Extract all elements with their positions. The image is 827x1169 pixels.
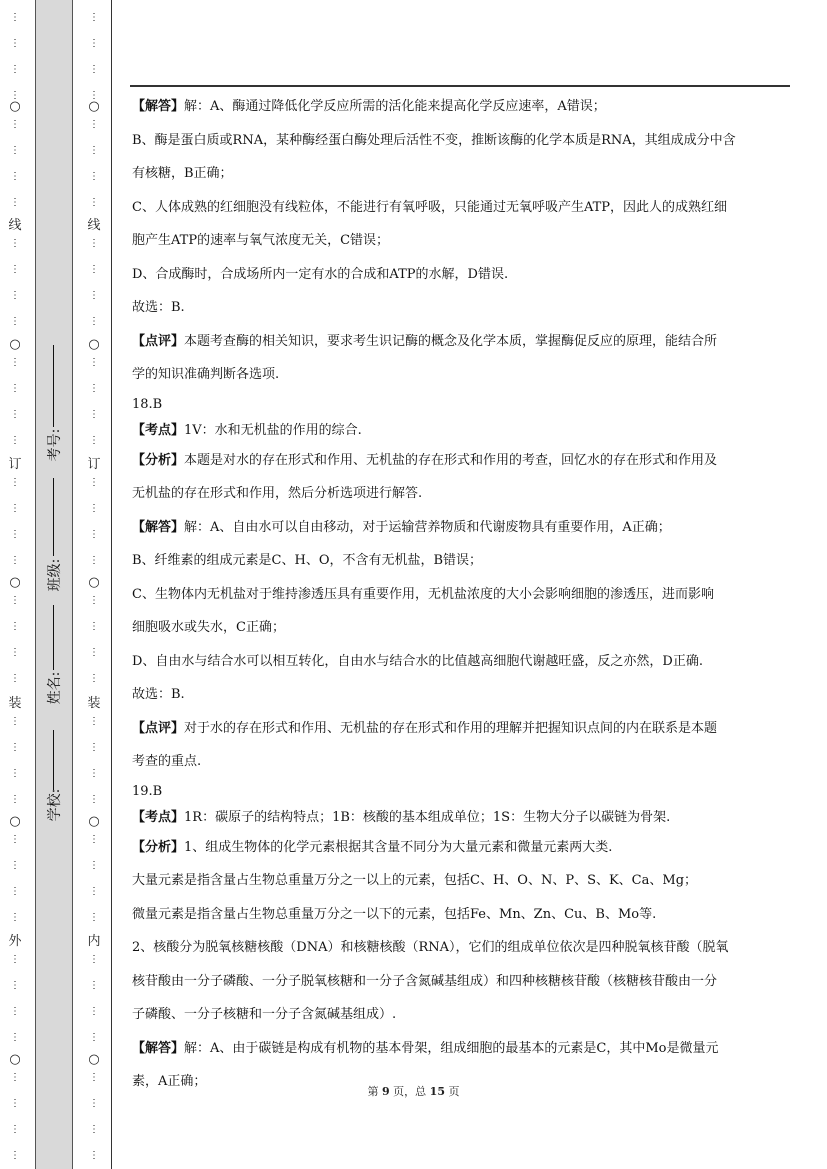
text-line [132, 745, 792, 779]
section-tag: 【考点】 [132, 422, 185, 438]
line-text: 学的知识准确判断各选项. [132, 367, 280, 382]
dotted-separator: ⋮ [10, 647, 20, 658]
section-tag: 【分析】 [132, 839, 185, 855]
text-line [132, 805, 792, 831]
dotted-separator: ⋮ [10, 1098, 20, 1109]
line-text: 大量元素是指含量占生物总重量万分之一以上的元素，包括C、H、O、N、P、S、K、Ca、Mg； [132, 873, 698, 888]
school-blank [53, 730, 54, 790]
outer-label: 线 [8, 218, 22, 233]
text-line [132, 931, 792, 965]
dotted-separator: ⋮ [89, 794, 99, 805]
line-text: 素，A正确； [132, 1074, 207, 1089]
outer-label: 订 [8, 457, 22, 472]
dotted-separator: ⋮ [10, 621, 20, 632]
dotted-separator: ⋮ [89, 290, 99, 301]
dotted-separator: ⋮ [89, 357, 99, 368]
dotted-separator: ⋮ [89, 12, 99, 23]
text-line [132, 358, 792, 392]
dotted-separator: ⋮ [10, 435, 20, 446]
text-line [132, 392, 792, 418]
dotted-separator: ⋮ [89, 980, 99, 991]
dotted-separator: ⋮ [10, 794, 20, 805]
dotted-separator: ⋮ [10, 673, 20, 684]
dotted-separator: ⋮ [10, 477, 20, 488]
number-label: 考号: [47, 428, 63, 462]
student-info-fields [35, 0, 73, 1169]
section-tag: 【分析】 [132, 452, 185, 468]
line-text: B、酶是蛋白质或RNA，某种酶经蛋白酶处理后活性不变，推断该酶的化学本质是RNA，其组成成分中含 [132, 132, 736, 148]
dotted-separator: ⋮ [89, 529, 99, 540]
dotted-separator: ⋮ [10, 290, 20, 301]
dotted-separator: ⋮ [10, 980, 20, 991]
binding-circle-icon: ○ [88, 575, 100, 590]
text-line [132, 712, 792, 746]
dotted-separator: ⋮ [89, 197, 99, 208]
dotted-separator: ⋮ [89, 64, 99, 75]
line-text: 19.B [132, 783, 163, 799]
number-blank [53, 345, 54, 427]
line-text: 子磷酸、一分子核糖和一分子含氮碱基组成）. [132, 1007, 397, 1022]
line-text: 本题是对水的存在形式和作用、无机盐的存在形式和作用的考查，回忆水的存在形式和作用及 [184, 452, 718, 468]
footer-mid: 页，总 [393, 1085, 427, 1098]
text-line [132, 611, 792, 645]
dotted-separator: ⋮ [89, 477, 99, 488]
dotted-separator: ⋮ [10, 238, 20, 249]
section-tag: 【解答】 [132, 1040, 185, 1056]
line-text: 有核糖，B正确； [132, 166, 233, 181]
dotted-separator: ⋮ [89, 145, 99, 156]
text-line [132, 511, 792, 545]
line-text: 解：A、自由水可以自由移动，对于运输营养物质和代谢废物具有重要作用，A正确； [184, 519, 671, 535]
text-line [132, 325, 792, 359]
dotted-separator: ⋮ [10, 12, 20, 23]
line-text: 1、组成生物体的化学元素根据其含量不同分为大量元素和微量元素两大类. [184, 839, 613, 855]
dotted-separator: ⋮ [89, 716, 99, 727]
class-blank [53, 478, 54, 556]
binding-circle-icon: ○ [88, 337, 100, 352]
outer-label: 装 [8, 696, 22, 711]
dotted-separator: ⋮ [10, 90, 20, 101]
dotted-separator: ⋮ [89, 555, 99, 566]
footer-page-number: 9 [382, 1085, 390, 1098]
dotted-separator: ⋮ [89, 1032, 99, 1043]
name-label: 姓名: [47, 671, 63, 705]
dotted-separator: ⋮ [10, 716, 20, 727]
dotted-separator: ⋮ [89, 595, 99, 606]
dotted-separator: ⋮ [10, 555, 20, 566]
dotted-separator: ⋮ [10, 768, 20, 779]
line-text: 对于水的存在形式和作用、无机盐的存在形式和作用的理解并把握知识点间的内在联系是本题 [184, 720, 718, 736]
footer-suffix: 页 [448, 1085, 460, 1098]
line-text: 1V：水和无机盐的作用的综合. [184, 422, 362, 438]
page-footer [0, 1083, 827, 1099]
dotted-separator: ⋮ [10, 357, 20, 368]
dotted-separator: ⋮ [10, 886, 20, 897]
dotted-separator: ⋮ [89, 673, 99, 684]
dotted-separator: ⋮ [89, 647, 99, 658]
inner-margin-column [83, 0, 105, 1169]
line-text: 本题考查酶的相关知识，要求考生识记酶的概念及化学本质，掌握酶促反应的原理，能结合所 [184, 333, 718, 349]
dotted-separator: ⋮ [89, 768, 99, 779]
text-line [132, 965, 792, 999]
line-text: B、纤维素的组成元素是C、H、O，不含有无机盐，B错误； [132, 553, 483, 568]
dotted-separator: ⋮ [10, 529, 20, 540]
text-line [132, 291, 792, 325]
line-text: 细胞吸水或失水，C正确； [132, 620, 285, 635]
text-line [132, 477, 792, 511]
text-line [132, 898, 792, 932]
line-text: C、人体成熟的红细胞没有线粒体，不能进行有氧呼吸，只能通过无氧呼吸产生ATP，因此人的成熟红细 [132, 199, 728, 215]
binding-circle-icon: ○ [88, 1052, 100, 1067]
line-text: 考查的重点. [132, 754, 202, 769]
line-text: 2、核酸分为脱氧核糖核酸（DNA）和核糖核酸（RNA），它们的组成单位依次是四种脱氧核苷酸（脱氧 [132, 940, 729, 955]
text-line [132, 224, 792, 258]
line-text: D、自由水与结合水可以相互转化，自由水与结合水的比值越高细胞代谢越旺盛，反之亦然，D正确. [132, 653, 703, 669]
inner-label: 订 [87, 457, 101, 472]
section-tag: 【解答】 [132, 99, 185, 114]
section-tag: 【考点】 [132, 809, 185, 825]
text-line [132, 831, 792, 865]
text-line [132, 678, 792, 712]
binding-circle-icon: ○ [9, 337, 21, 352]
dotted-separator: ⋮ [10, 912, 20, 923]
dotted-separator: ⋮ [89, 621, 99, 632]
dotted-separator: ⋮ [10, 38, 20, 49]
inner-label: 内 [87, 934, 101, 949]
dotted-separator: ⋮ [10, 383, 20, 394]
dotted-separator: ⋮ [10, 1006, 20, 1017]
section-tag: 【点评】 [132, 720, 185, 736]
line-text: 解：A、由于碳链是构成有机物的基本骨架，组成细胞的最基本的元素是C，其中Mo是微量元 [184, 1040, 719, 1056]
dotted-separator: ⋮ [10, 64, 20, 75]
dotted-separator: ⋮ [89, 912, 99, 923]
dotted-separator: ⋮ [89, 435, 99, 446]
line-text: 微量元素是指含量占生物总重量万分之一以下的元素，包括Fe、Mn、Zn、Cu、B、Mo等. [132, 906, 657, 922]
school-label: 学校: [47, 788, 63, 822]
dotted-separator: ⋮ [10, 1072, 20, 1083]
text-line [132, 258, 792, 292]
text-line [132, 1032, 792, 1066]
text-line [132, 444, 792, 478]
binding-circle-icon: ○ [9, 575, 21, 590]
dotted-separator: ⋮ [89, 38, 99, 49]
line-text: 1R：碳原子的结构特点；1B：核酸的基本组成单位；1S：生物大分子以碳链为骨架. [184, 809, 671, 825]
dotted-separator: ⋮ [89, 409, 99, 420]
line-text: 核苷酸由一分子磷酸、一分子脱氧核糖和一分子含氮碱基组成）和四种核糖核苷酸（核糖核苷酸由一分 [132, 973, 718, 989]
dotted-separator: ⋮ [89, 238, 99, 249]
binding-circle-icon: ○ [88, 814, 100, 829]
outer-margin-column [4, 0, 26, 1169]
text-line [132, 124, 792, 158]
dotted-separator: ⋮ [89, 886, 99, 897]
dotted-separator: ⋮ [10, 145, 20, 156]
dotted-separator: ⋮ [89, 264, 99, 275]
dotted-separator: ⋮ [89, 383, 99, 394]
text-line [132, 645, 792, 679]
text-line [132, 578, 792, 612]
footer-total-pages: 15 [429, 1085, 445, 1098]
dotted-separator: ⋮ [10, 595, 20, 606]
dotted-separator: ⋮ [10, 954, 20, 965]
binding-circle-icon: ○ [9, 1052, 21, 1067]
dotted-separator: ⋮ [10, 1032, 20, 1043]
dotted-separator: ⋮ [89, 860, 99, 871]
text-line [132, 418, 792, 444]
section-tag: 【点评】 [132, 333, 185, 349]
dotted-separator: ⋮ [10, 503, 20, 514]
binding-circle-icon: ○ [88, 99, 100, 114]
line-text: 无机盐的存在形式和作用，然后分析选项进行解答. [132, 486, 423, 501]
dotted-separator: ⋮ [10, 834, 20, 845]
binding-circle-icon: ○ [9, 99, 21, 114]
footer-prefix: 第 [367, 1085, 379, 1098]
text-line [132, 864, 792, 898]
dotted-separator: ⋮ [89, 1098, 99, 1109]
header-rule [130, 85, 790, 87]
dotted-separator: ⋮ [10, 742, 20, 753]
text-line [132, 157, 792, 191]
inner-label: 装 [87, 696, 101, 711]
dotted-separator: ⋮ [10, 1150, 20, 1161]
inner-label: 线 [87, 218, 101, 233]
text-line [132, 998, 792, 1032]
dotted-separator: ⋮ [10, 316, 20, 327]
binding-circle-icon: ○ [9, 814, 21, 829]
dotted-separator: ⋮ [89, 1150, 99, 1161]
dotted-separator: ⋮ [89, 954, 99, 965]
line-text: 故选：B. [132, 300, 185, 315]
line-text: C、生物体内无机盐对于维持渗透压具有重要作用，无机盐浓度的大小会影响细胞的渗透压，进而影响 [132, 586, 714, 602]
margin-border-line [111, 0, 112, 1169]
dotted-separator: ⋮ [89, 171, 99, 182]
dotted-separator: ⋮ [89, 834, 99, 845]
dotted-separator: ⋮ [89, 119, 99, 130]
dotted-separator: ⋮ [10, 119, 20, 130]
name-blank [53, 605, 54, 670]
dotted-separator: ⋮ [89, 1124, 99, 1135]
line-text: 胞产生ATP的速率与氧气浓度无关，C错误； [132, 233, 390, 248]
answer-content [132, 90, 792, 1099]
line-text: 解：A、酶通过降低化学反应所需的活化能来提高化学反应速率，A错误； [184, 99, 606, 114]
dotted-separator: ⋮ [10, 197, 20, 208]
dotted-separator: ⋮ [10, 171, 20, 182]
text-line [132, 191, 792, 225]
dotted-separator: ⋮ [10, 1124, 20, 1135]
outer-label: 外 [8, 934, 22, 949]
text-line [132, 544, 792, 578]
dotted-separator: ⋮ [89, 90, 99, 101]
dotted-separator: ⋮ [89, 503, 99, 514]
line-text: 故选：B. [132, 687, 185, 702]
text-line [132, 90, 792, 124]
dotted-separator: ⋮ [89, 316, 99, 327]
dotted-separator: ⋮ [89, 1072, 99, 1083]
dotted-separator: ⋮ [10, 409, 20, 420]
class-label: 班级: [47, 558, 63, 592]
section-tag: 【解答】 [132, 519, 185, 535]
dotted-separator: ⋮ [10, 264, 20, 275]
text-line [132, 779, 792, 805]
dotted-separator: ⋮ [89, 1006, 99, 1017]
dotted-separator: ⋮ [89, 742, 99, 753]
line-text: D、合成酶时，合成场所内一定有水的合成和ATP的水解，D错误. [132, 266, 509, 282]
dotted-separator: ⋮ [10, 860, 20, 871]
line-text: 18.B [132, 396, 163, 412]
